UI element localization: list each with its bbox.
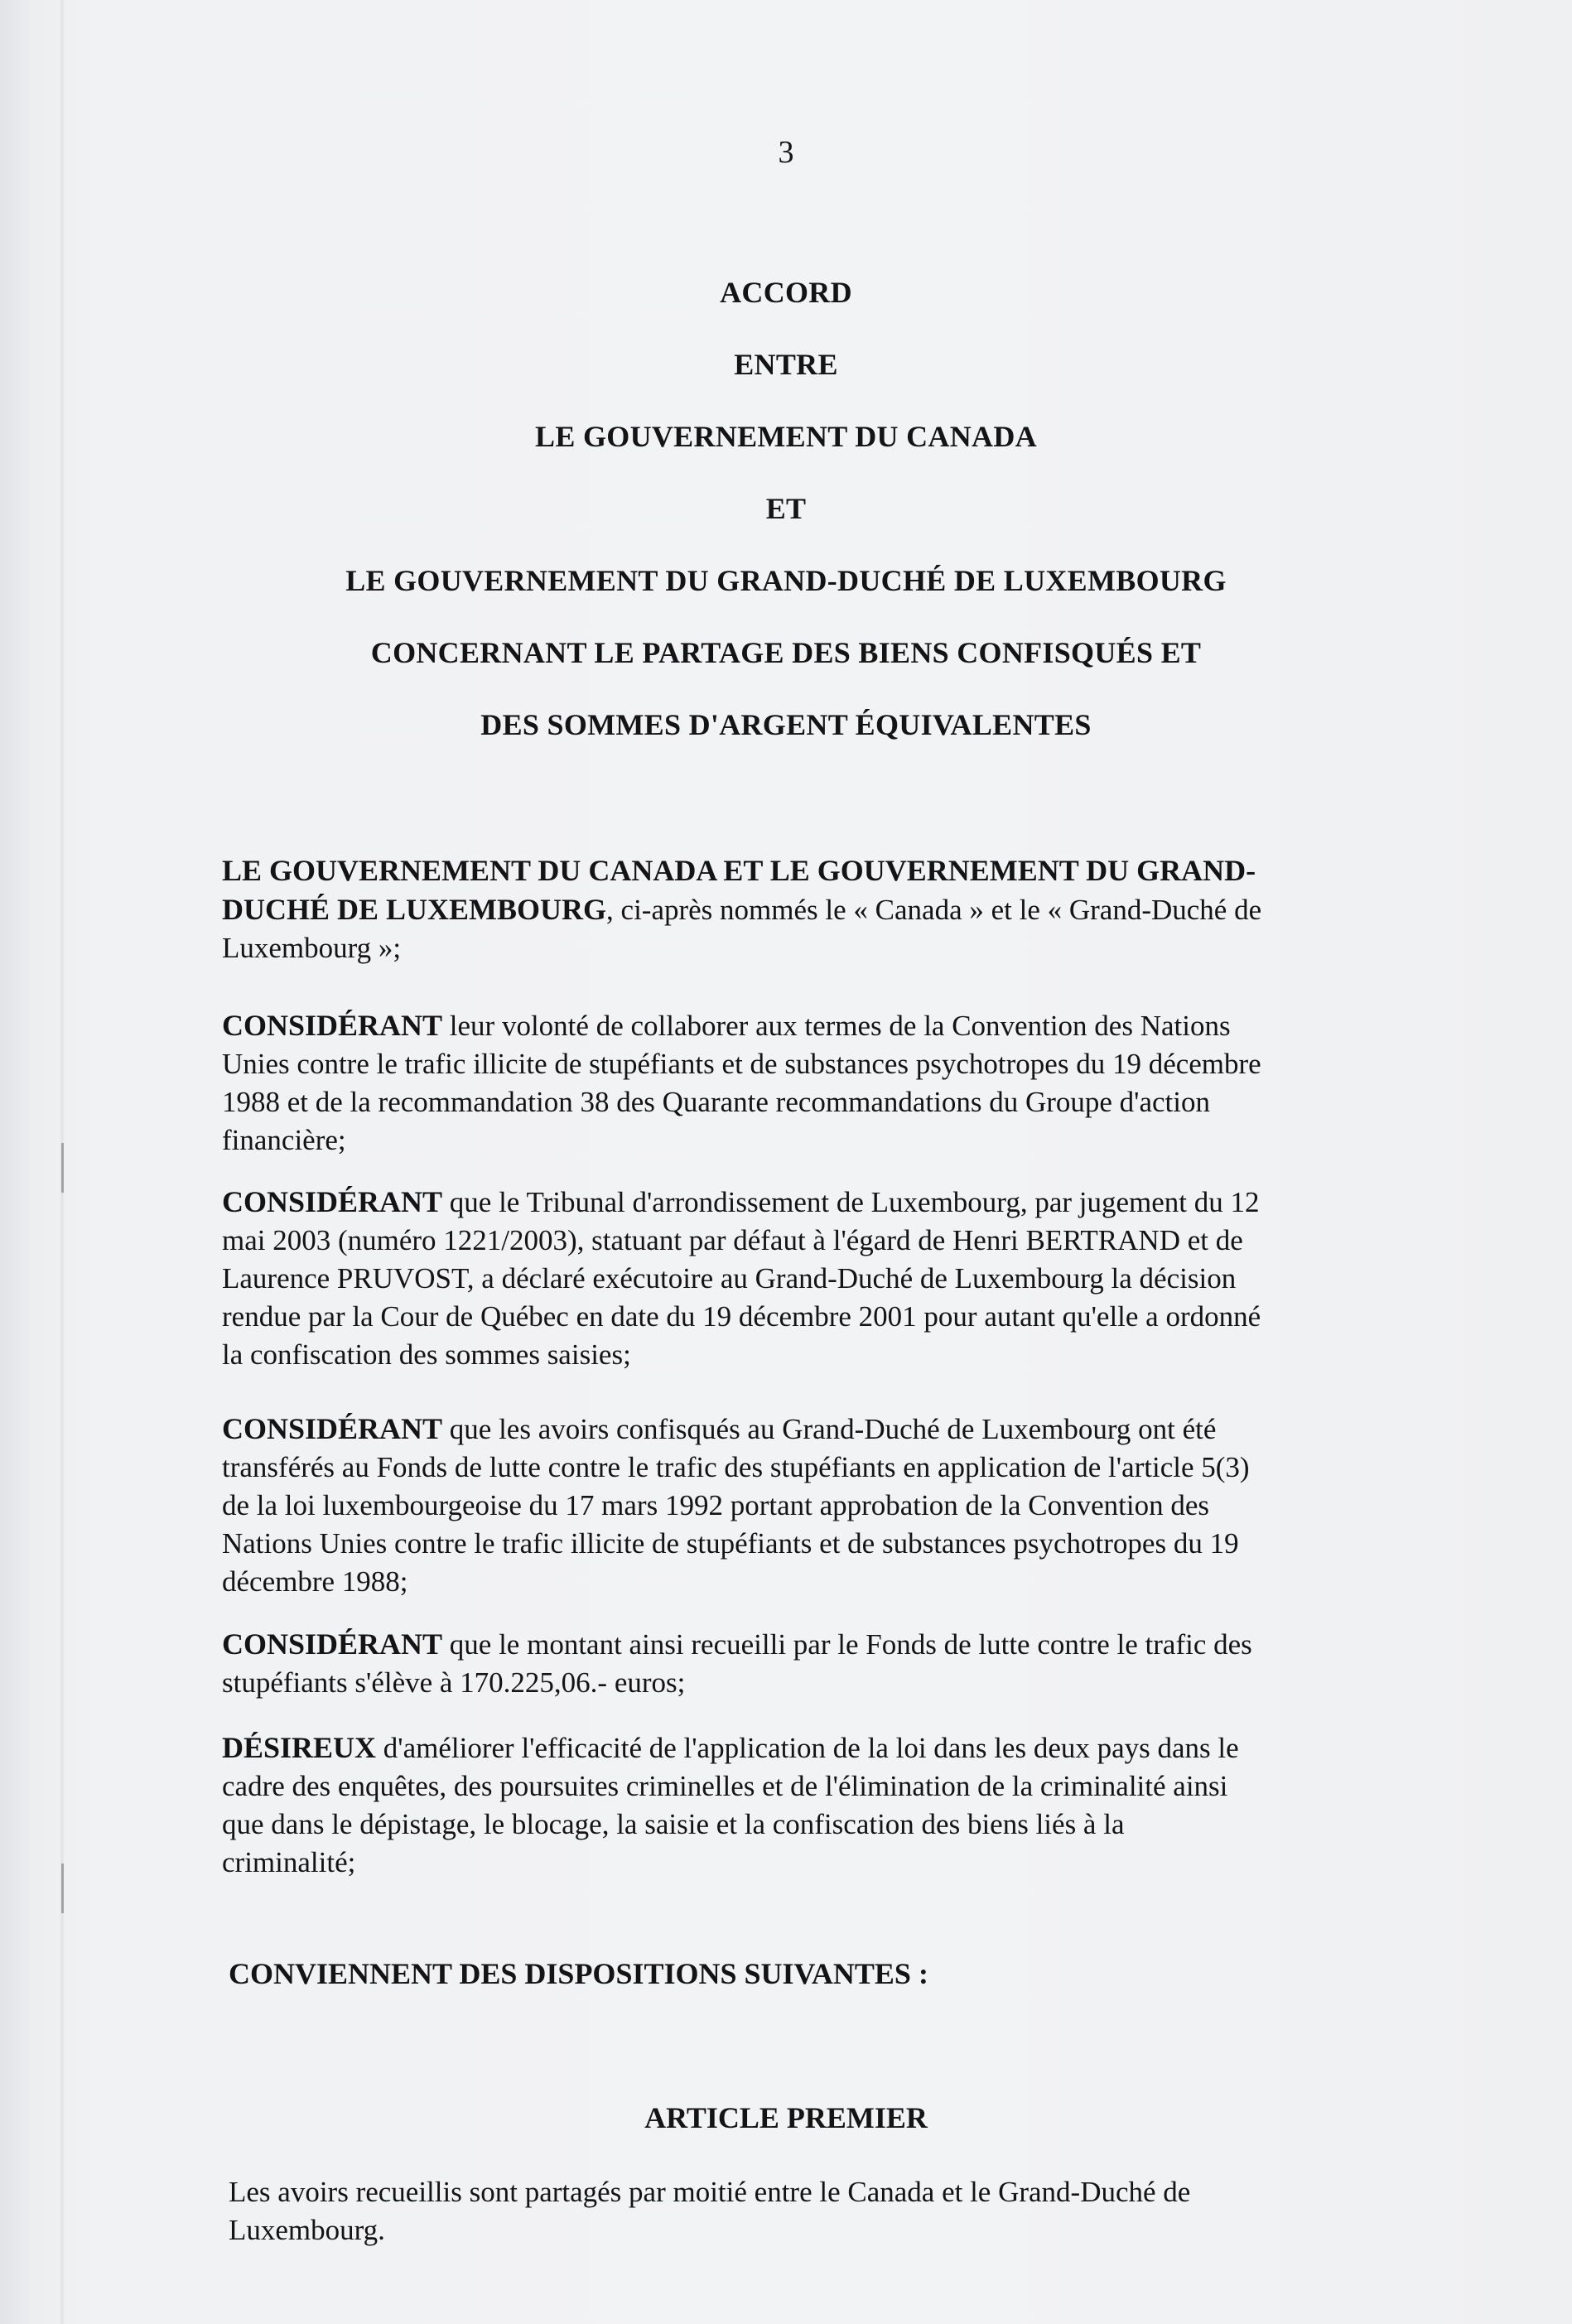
considerant-paragraph-2 (222, 1183, 1382, 1374)
paragraph-line: cadre des enquêtes, des poursuites criminelles et de l'élimination de la criminalité ainsi (222, 1770, 1228, 1802)
paragraph-line: financière; (222, 1124, 346, 1156)
paragraph-line: 1988 et de la recommandation 38 des Quarante recommandations du Groupe d'action (222, 1086, 1211, 1118)
preamble-lead-1: LE GOUVERNEMENT DU CANADA ET LE GOUVERNEMENT DU GRAND- (222, 854, 1256, 887)
considerant-lead: CONSIDÉRANT (222, 1627, 443, 1661)
considerant-paragraph-4 (222, 1625, 1382, 1702)
desireux-paragraph (222, 1729, 1382, 1882)
paragraph-text: que le Tribunal d'arrondissement de Luxembourg, par jugement du 12 (442, 1186, 1260, 1218)
page-number: 3 (778, 135, 794, 170)
paragraph-line: rendue par la Cour de Québec en date du 19 décembre 2001 pour autant qu'elle a ordonné (222, 1300, 1261, 1333)
paragraph-line: criminalité; (222, 1846, 356, 1878)
paragraph-line (222, 1410, 1382, 1449)
considerant-paragraph-1 (222, 1006, 1382, 1160)
considerant-paragraph-3 (222, 1410, 1382, 1601)
paragraph-line (222, 1625, 1382, 1664)
paragraph-text: que le montant ainsi recueilli par le Fonds de lutte contre le trafic des (442, 1628, 1252, 1661)
paragraph-line (222, 1729, 1382, 1767)
paragraph-line: Laurence PRUVOST, a déclaré exécutoire au Grand-Duché de Luxembourg la décision (222, 1262, 1237, 1295)
paragraph-line: transférés au Fonds de lutte contre le trafic des stupéfiants en application de l'article 5(3) (222, 1451, 1250, 1483)
preamble-line-2 (222, 890, 1382, 929)
paragraph-text: que les avoirs confisqués au Grand-Duché de Luxembourg ont été (442, 1413, 1217, 1445)
paragraph-line: décembre 1988; (222, 1565, 408, 1598)
considerant-lead: CONSIDÉRANT (222, 1412, 443, 1445)
paragraph-line: mai 2003 (numéro 1221/2003), statuant par défaut à l'égard de Henri BERTRAND et de (222, 1224, 1243, 1256)
title-line-et: ET (765, 492, 807, 525)
paragraph-line: Unies contre le trafic illicite de stupéfiants et de substances psychotropes du 19 décembre (222, 1048, 1261, 1080)
preamble-text-2: , ci-après nommés le « Canada » et le « Grand-Duché de (606, 894, 1262, 926)
article-title: ARTICLE PREMIER (644, 2101, 928, 2134)
paragraph-text: leur volonté de collaborer aux termes de la Convention des Nations (442, 1010, 1231, 1042)
staple-mark-top (61, 1143, 64, 1193)
paragraph-line (222, 1183, 1382, 1222)
paragraph-text: d'améliorer l'efficacité de l'application de la loi dans les deux pays dans le (376, 1732, 1239, 1764)
title-line-sommes: DES SOMMES D'ARGENT ÉQUIVALENTES (480, 708, 1092, 741)
paragraph-line: la confiscation des sommes saisies; (222, 1338, 631, 1371)
desireux-lead: DÉSIREUX (222, 1731, 377, 1764)
conviennent-heading: CONVIENNENT DES DISPOSITIONS SUIVANTES : (229, 1957, 928, 1990)
paragraph-line: que dans le dépistage, le blocage, la saisie et la confiscation des biens liés à la (222, 1808, 1125, 1840)
preamble-line-1 (222, 851, 1382, 890)
considerant-lead: CONSIDÉRANT (222, 1185, 443, 1218)
title-line-concernant: CONCERNANT LE PARTAGE DES BIENS CONFISQUÉS ET (370, 636, 1202, 669)
paragraph-line: de la loi luxembourgeoise du 17 mars 1992 portant approbation de la Convention des (222, 1489, 1210, 1521)
paragraph-line: Nations Unies contre le trafic illicite de stupéfiants et de substances psychotropes du 19 (222, 1527, 1239, 1560)
paragraph-line (222, 1006, 1382, 1045)
title-line-canada: LE GOUVERNEMENT DU CANADA (535, 420, 1037, 453)
preamble-lead-2: DUCHÉ DE LUXEMBOURG (222, 893, 607, 926)
title-line-entre: ENTRE (734, 348, 838, 381)
preamble-paragraph (222, 851, 1382, 967)
paragraph-line: stupéfiants s'élève à 170.225,06.- euros; (222, 1666, 686, 1699)
article-paragraph (229, 2173, 1388, 2249)
paragraph-line: Luxembourg. (229, 2214, 385, 2246)
title-line-luxembourg: LE GOUVERNEMENT DU GRAND-DUCHÉ DE LUXEMBOURG (345, 564, 1227, 597)
staple-mark-bottom (61, 1864, 64, 1913)
title-line-accord: ACCORD (720, 276, 852, 309)
preamble-line-3: Luxembourg »; (222, 932, 402, 964)
considerant-lead: CONSIDÉRANT (222, 1009, 443, 1042)
paragraph-line: Les avoirs recueillis sont partagés par moitié entre le Canada et le Grand-Duché de (229, 2176, 1191, 2208)
